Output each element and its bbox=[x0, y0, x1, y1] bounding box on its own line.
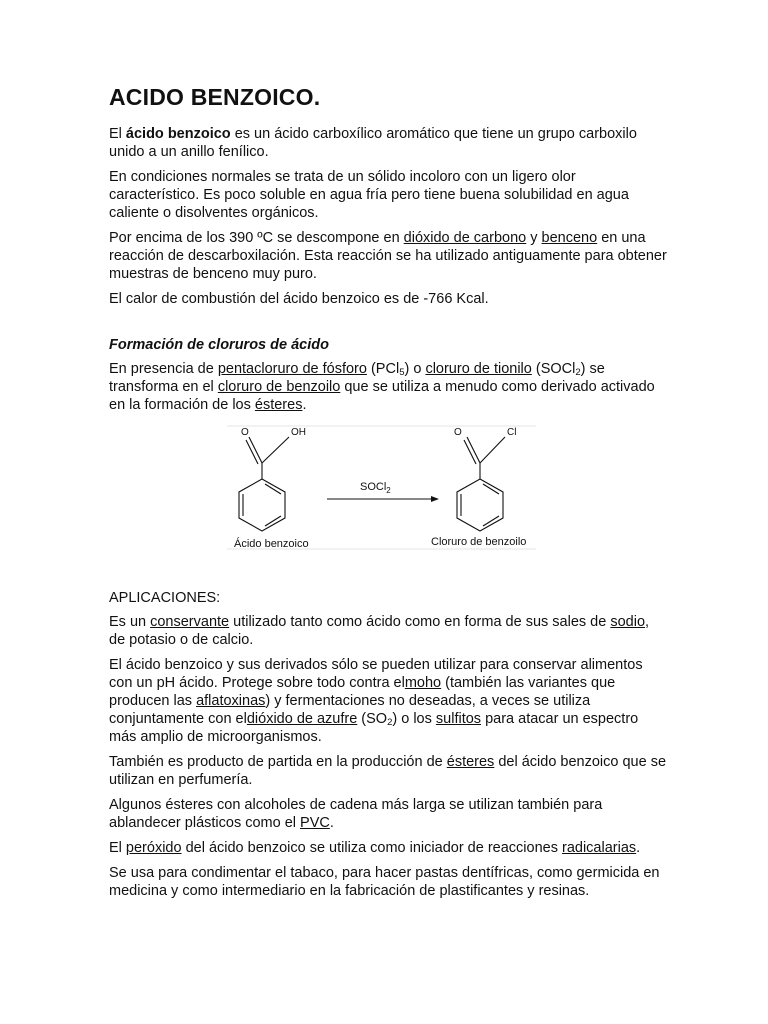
link-pvc[interactable]: PVC bbox=[300, 815, 330, 831]
text: , de potasio o de calcio. bbox=[109, 614, 650, 648]
link-pentacloruro[interactable]: pentacloruro de fósforo bbox=[217, 361, 367, 377]
bond bbox=[262, 437, 289, 463]
bond bbox=[480, 437, 505, 463]
link-esteres-2[interactable]: ésteres bbox=[446, 754, 495, 770]
document-title: ACIDO BENZOICO. bbox=[109, 84, 321, 110]
reaction-diagram bbox=[109, 421, 669, 551]
formation-paragraph bbox=[109, 360, 669, 414]
text: (SOCl bbox=[531, 361, 576, 377]
intro-paragraph-4: El calor de combustión del ácido benzoico es de -766 Kcal. bbox=[109, 291, 489, 307]
link-cloruro-de-tionilo[interactable]: cloruro de tionilo bbox=[425, 361, 532, 377]
arrow-head bbox=[431, 496, 439, 502]
text: En presencia de bbox=[109, 361, 218, 377]
reactant-label: Ácido benzoico bbox=[234, 538, 309, 550]
atom-label-o: O bbox=[241, 427, 249, 438]
applications-paragraph-3 bbox=[109, 753, 669, 789]
subscript: 2 bbox=[387, 717, 393, 728]
text: El bbox=[109, 126, 126, 142]
reaction-arrow bbox=[327, 496, 439, 502]
link-moho[interactable]: moho bbox=[404, 675, 442, 691]
text: del ácido benzoico que se utilizan en perfumería. bbox=[109, 754, 667, 788]
text: Algunos ésteres con alcoholes de cadena más larga se utilizan también para ablandecer plásticos como el bbox=[109, 797, 603, 831]
text: del ácido benzoico se utiliza como iniciador de reacciones bbox=[181, 840, 562, 856]
text: . bbox=[302, 397, 307, 413]
text: Es un bbox=[109, 614, 151, 630]
text: También es producto de partida en la producción de bbox=[109, 754, 447, 770]
intro-paragraph-1 bbox=[109, 125, 669, 161]
text: utilizado tanto como ácido como en forma de sus sales de bbox=[229, 614, 611, 630]
reagent-label bbox=[360, 481, 391, 495]
applications-paragraph-5 bbox=[109, 839, 669, 857]
atom-label-cl: Cl bbox=[507, 427, 517, 438]
atom-label-oh: OH bbox=[291, 427, 306, 438]
link-benceno[interactable]: benceno bbox=[541, 230, 598, 246]
text: que se utiliza a menudo como derivado activado en la formación de los bbox=[109, 379, 655, 413]
applications-paragraph-1 bbox=[109, 613, 669, 649]
reaction-scheme bbox=[109, 421, 669, 551]
applications-paragraph-2 bbox=[109, 656, 669, 746]
text: ) se transforma en el bbox=[109, 361, 605, 395]
link-aflatoxinas[interactable]: aflatoxinas bbox=[196, 693, 266, 709]
benzoic-acid-structure bbox=[239, 437, 289, 531]
intro-paragraph-2: En condiciones normales se trata de un sólido incoloro con un ligero olor característico. Es poco soluble en agua fría pero tiene buena solubilidad en agua caliente o disolventes orgánicos. bbox=[109, 169, 629, 221]
section-heading-formation: Formación de cloruros de ácido bbox=[109, 337, 329, 353]
reagent-text: SOCl bbox=[360, 481, 387, 493]
applications-paragraph-6: Se usa para condimentar el tabaco, para hacer pastas dentífricas, como germicida en medicina y como intermediario en la fabricación de plastificantes y resinas. bbox=[109, 865, 660, 899]
link-dioxido-de-azufre[interactable]: dióxido de azufre bbox=[246, 711, 358, 727]
benzene-ring bbox=[457, 479, 503, 531]
link-sulfitos[interactable]: sulfitos bbox=[435, 711, 482, 727]
bold-term: ácido benzoico bbox=[125, 126, 231, 142]
text: ) o bbox=[404, 361, 426, 377]
text: en una reacción de descarboxilación. Esta reacción se ha utilizado antiguamente para obtener muestras de benceno muy puro. bbox=[109, 230, 667, 282]
reagent-subscript: 2 bbox=[386, 486, 391, 495]
text: es un ácido carboxílico aromático que tiene un grupo carboxilo unido a un anillo fenílico. bbox=[109, 126, 637, 160]
text: (también las variantes que producen las bbox=[109, 675, 616, 709]
text: (PCl bbox=[366, 361, 400, 377]
link-peroxido[interactable]: peróxido bbox=[125, 840, 182, 856]
benzoyl-chloride-structure bbox=[457, 437, 505, 531]
link-dioxido-de-carbono[interactable]: dióxido de carbono bbox=[403, 230, 527, 246]
applications-paragraph-4 bbox=[109, 796, 669, 832]
link-esteres[interactable]: ésteres bbox=[254, 397, 303, 413]
product-label: Cloruro de benzoilo bbox=[431, 536, 527, 548]
text: . bbox=[636, 840, 641, 856]
link-radicalarias[interactable]: radicalarias bbox=[561, 840, 637, 856]
text: para atacar un espectro más amplio de microorganismos. bbox=[109, 711, 639, 745]
atom-label-o: O bbox=[454, 427, 462, 438]
section-heading-applications: APLICACIONES: bbox=[109, 590, 221, 606]
subscript: 2 bbox=[575, 367, 581, 378]
link-conservante[interactable]: conservante bbox=[150, 614, 230, 630]
subscript: 5 bbox=[399, 367, 405, 378]
intro-paragraph-3 bbox=[109, 229, 669, 283]
text: (SO bbox=[357, 711, 388, 727]
benzene-ring bbox=[239, 479, 285, 531]
text: y bbox=[526, 230, 542, 246]
link-sodio[interactable]: sodio bbox=[610, 614, 646, 630]
text: . bbox=[329, 815, 334, 831]
document-page bbox=[109, 84, 669, 907]
text: Por encima de los 390 ºC se descompone en bbox=[109, 230, 404, 246]
text: El ácido benzoico y sus derivados sólo se pueden utilizar para conservar alimentos con un pH ácido. Protege sobre todo contra el bbox=[109, 657, 643, 691]
text: ) o los bbox=[392, 711, 436, 727]
link-cloruro-de-benzoilo[interactable]: cloruro de benzoilo bbox=[217, 379, 341, 395]
text: ) y fermentaciones no deseadas, a veces se utiliza conjuntamente con el bbox=[109, 693, 591, 727]
text: El bbox=[109, 840, 126, 856]
